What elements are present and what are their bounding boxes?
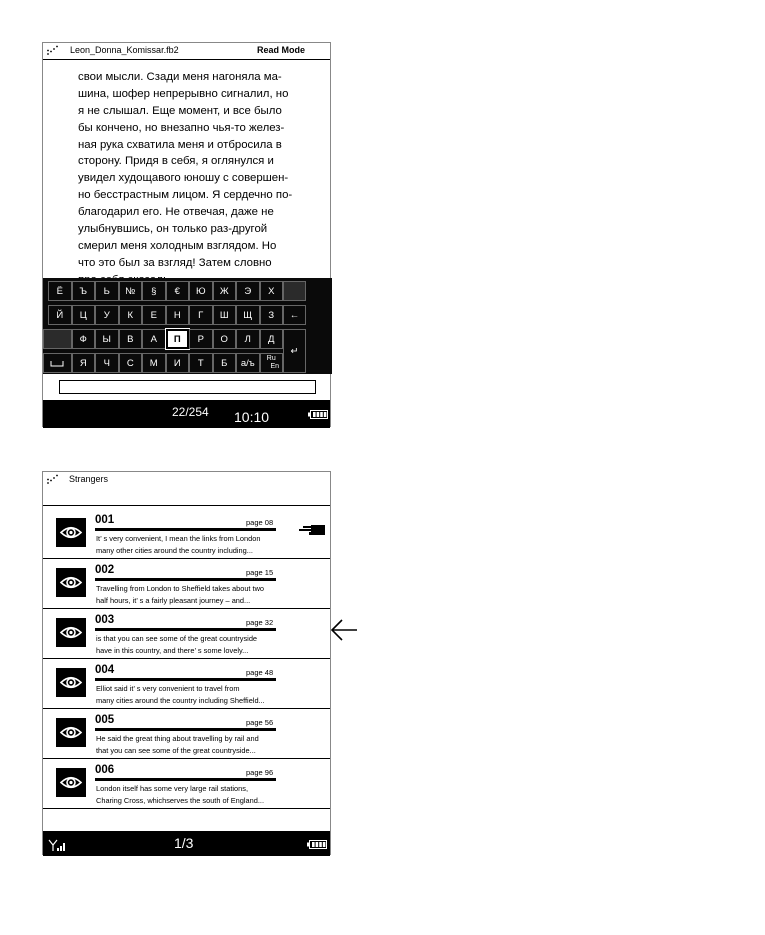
key[interactable]: Р xyxy=(189,329,213,349)
bookmarks-header xyxy=(43,472,330,506)
text-line: сторону. Придя в себя, я оглянулся и xyxy=(78,155,274,168)
text-line: но бесстрастным лицом. Я сердечно по- xyxy=(78,189,293,202)
eye-icon xyxy=(56,718,86,747)
key[interactable]: А xyxy=(142,329,166,349)
left-arrow-icon xyxy=(330,618,358,642)
signal-icon xyxy=(48,839,68,852)
key[interactable]: Е xyxy=(142,305,166,325)
book-text xyxy=(78,69,323,277)
bookmark-excerpt-line: have in this country, and there’ s some lovely... xyxy=(96,646,249,655)
file-name: Leon_Donna_Komissar.fb2 xyxy=(70,45,179,55)
key[interactable]: Ц xyxy=(72,305,96,325)
eye-icon xyxy=(56,618,86,647)
bookmark-item-001[interactable] xyxy=(43,508,330,559)
bookmark-item-006[interactable] xyxy=(43,758,330,809)
dotted-corner-icon xyxy=(46,473,60,485)
bookmark-excerpt-line: London itself has some very large rail stations, xyxy=(96,784,248,793)
key[interactable]: Н xyxy=(166,305,190,325)
key-blank[interactable] xyxy=(283,281,306,301)
key[interactable]: Д xyxy=(260,329,284,349)
bookmark-number: 003 xyxy=(95,614,115,626)
eye-icon xyxy=(56,518,86,547)
pointing-hand-icon xyxy=(299,523,327,537)
text-line: улыбнувшись, он только раз-другой xyxy=(78,223,268,236)
key[interactable]: § xyxy=(142,281,166,301)
language-switch-key[interactable] xyxy=(260,353,284,373)
bookmark-page: page 08 xyxy=(246,518,274,527)
key[interactable]: И xyxy=(166,353,190,373)
bookmark-excerpt-line: many other cities around the country including... xyxy=(96,546,253,555)
key[interactable]: Ю xyxy=(189,281,213,301)
bookmark-excerpt-line: half hours, it’ s a fairly pleasant journey – and... xyxy=(96,596,251,605)
search-input[interactable] xyxy=(59,380,316,394)
bookmark-item-004[interactable] xyxy=(43,658,330,709)
divider-bar xyxy=(95,628,276,631)
bookmark-excerpt-line: is that you can see some of the great countryside xyxy=(96,634,258,643)
bookmark-excerpt-line: It’ s very convenient, I mean the links from London xyxy=(96,534,261,543)
page-indicator: 22/254 xyxy=(172,405,209,419)
eye-icon xyxy=(56,768,86,797)
key[interactable]: О xyxy=(213,329,237,349)
key[interactable]: € xyxy=(166,281,190,301)
key[interactable]: а/ъ xyxy=(236,353,260,373)
reader-header xyxy=(43,43,330,60)
text-line: я не слышал. Еще момент, и все было xyxy=(78,104,282,117)
key[interactable]: Ф xyxy=(72,329,96,349)
key[interactable]: Ы xyxy=(95,329,119,349)
bookmark-page: page 48 xyxy=(246,668,274,677)
book-title: Strangers xyxy=(69,474,109,484)
bookmark-number: 002 xyxy=(95,564,115,576)
text-line: бы кончено, но внезапно чья-то желез- xyxy=(78,121,285,134)
bookmark-page: page 56 xyxy=(246,718,274,727)
bookmark-page: page 15 xyxy=(246,568,274,577)
text-line: смерил меня холодным взглядом. Но xyxy=(78,239,277,252)
key[interactable]: Э xyxy=(236,281,260,301)
key[interactable]: Т xyxy=(189,353,213,373)
key[interactable]: Б xyxy=(213,353,237,373)
backspace-key[interactable]: ← xyxy=(283,305,306,325)
key[interactable]: С xyxy=(119,353,143,373)
key[interactable]: Ж xyxy=(213,281,237,301)
space-icon xyxy=(50,360,64,367)
key[interactable]: М xyxy=(142,353,166,373)
divider-bar xyxy=(95,728,276,731)
bookmark-excerpt-line: Travelling from London to Sheffield takes about two xyxy=(96,584,265,593)
key[interactable]: В xyxy=(119,329,143,349)
bookmark-number: 001 xyxy=(95,514,115,526)
key[interactable]: З xyxy=(260,305,284,325)
enter-key[interactable]: ↵ xyxy=(283,329,306,373)
eye-icon xyxy=(56,568,86,597)
reader-screen xyxy=(42,42,331,427)
divider-bar xyxy=(95,578,276,581)
bookmark-item-005[interactable] xyxy=(43,708,330,759)
battery-icon xyxy=(307,840,327,849)
key[interactable]: Ч xyxy=(95,353,119,373)
bookmark-page: page 96 xyxy=(246,768,274,777)
read-mode-label[interactable]: Read Mode xyxy=(256,45,305,55)
key[interactable]: П xyxy=(166,329,190,349)
bookmark-number: 005 xyxy=(95,714,115,726)
bookmark-excerpt-line: Elliot said it’ s very convenient to travel from xyxy=(96,684,240,693)
text-line: шина, шофер непрерывно сигналил, но xyxy=(78,87,289,100)
text-line: увидел худощавого юношу с совершен- xyxy=(78,172,289,185)
divider-bar xyxy=(95,528,276,531)
lang-en: En xyxy=(270,363,279,370)
clock: 10:10 xyxy=(234,409,270,425)
key[interactable]: № xyxy=(119,281,143,301)
text-line: свои мысли. Сзади меня нагоняла ма- xyxy=(78,71,282,83)
bookmark-excerpt-line: Charing Cross, whichserves the south of England... xyxy=(96,796,265,805)
key[interactable]: Ш xyxy=(213,305,237,325)
eye-icon xyxy=(56,668,86,697)
text-line: что это был за взгляд! Затем словно xyxy=(78,256,272,269)
page-indicator: 1/3 xyxy=(174,835,194,851)
dotted-corner-icon xyxy=(46,44,60,56)
bookmark-page: page 32 xyxy=(246,618,274,627)
bookmark-excerpt-line: that you can see some of the great countryside... xyxy=(96,746,256,755)
bookmark-number: 006 xyxy=(95,764,115,776)
on-screen-keyboard xyxy=(43,278,332,374)
key[interactable]: Й xyxy=(48,305,72,325)
bookmark-item-003[interactable] xyxy=(43,608,330,659)
key[interactable]: Л xyxy=(236,329,260,349)
text-line: ная рука схватила меня и отбросила в xyxy=(78,138,282,151)
key[interactable]: Ё xyxy=(48,281,72,301)
key[interactable]: Ъ xyxy=(72,281,96,301)
key-blank[interactable] xyxy=(43,329,72,349)
battery-icon xyxy=(308,410,328,419)
key[interactable]: Г xyxy=(189,305,213,325)
bookmark-excerpt-line: He said the great thing about travelling by rail and xyxy=(96,734,259,743)
key[interactable]: Я xyxy=(72,353,96,373)
bookmark-number: 004 xyxy=(95,664,115,676)
status-bar xyxy=(43,400,330,428)
space-key[interactable] xyxy=(43,353,72,373)
key[interactable]: Х xyxy=(260,281,284,301)
bookmark-item-002[interactable] xyxy=(43,558,330,609)
text-line: благодарил его. Не отвечая, даже не xyxy=(78,206,274,219)
key[interactable]: Ь xyxy=(95,281,119,301)
divider-bar xyxy=(95,778,276,781)
key[interactable]: К xyxy=(119,305,143,325)
divider-bar xyxy=(95,678,276,681)
key[interactable]: У xyxy=(95,305,119,325)
bookmarks-screen xyxy=(42,471,331,855)
status-bar xyxy=(43,831,330,856)
lang-ru: Ru xyxy=(266,355,276,362)
bookmark-excerpt-line: many cities around the country including Sheffield... xyxy=(96,696,265,705)
key[interactable]: Щ xyxy=(236,305,260,325)
